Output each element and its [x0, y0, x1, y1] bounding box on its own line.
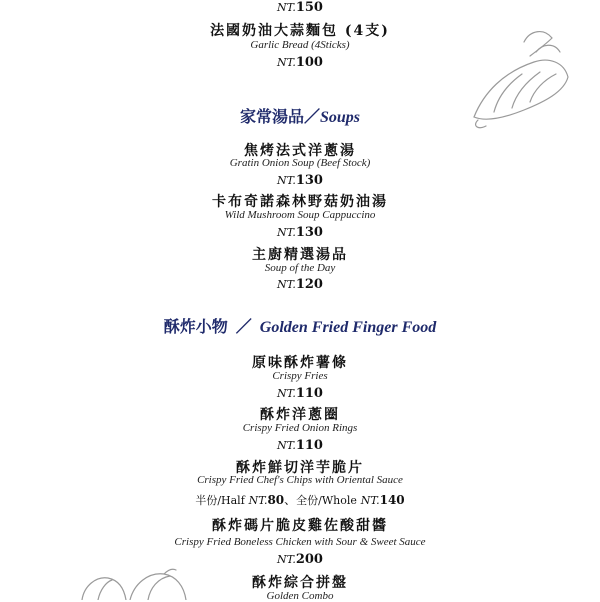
croissant-sketch-icon	[464, 22, 574, 132]
menu-item-fries-zh: 原味酥炸薯條	[252, 355, 348, 371]
price-soup-of-day: NT.120	[277, 277, 323, 292]
menu-item-combo-zh: 酥炸綜合拼盤	[252, 575, 348, 591]
price-prev-item: NT.150	[277, 0, 323, 15]
menu-item-soup-of-day-zh: 主廚精選湯品	[252, 247, 348, 263]
menu-item-mushroom-soup-zh: 卡布奇諾森林野菇奶油湯	[212, 194, 388, 210]
price-onion-soup: NT.130	[277, 173, 323, 188]
menu-item-soup-of-day-en: Soup of the Day	[264, 262, 336, 274]
menu-item-onion-rings-en: Crispy Fried Onion Rings	[242, 422, 358, 434]
price-mushroom-soup: NT.130	[277, 225, 323, 240]
price-garlic-bread: NT.100	[277, 55, 323, 70]
menu-item-garlic-bread-zh: 法國奶油大蒜麵包 (4支)	[210, 23, 390, 39]
price-onion-rings: NT.110	[277, 438, 323, 453]
menu-item-fries-en: Crispy Fries	[272, 370, 328, 382]
section-heading-fried-food: 酥炸小物 ／ Golden Fried Finger Food	[163, 319, 437, 336]
menu-item-chicken-zh: 酥炸碼片脆皮雞佐酸甜醬	[212, 518, 388, 534]
menu-item-garlic-bread-en: Garlic Bread (4Sticks)	[250, 39, 350, 51]
menu-item-onion-soup-zh: 焦烤法式洋蔥湯	[244, 143, 356, 159]
menu-item-chips-en: Crispy Fried Chef's Chips with Oriental Sauce	[197, 474, 403, 486]
menu-item-onion-soup-en: Gratin Onion Soup (Beef Stock)	[229, 157, 371, 169]
price-chips: 半份/Half NT.80、全份/Whole NT.140	[195, 493, 405, 507]
garlic-sketch-icon	[78, 568, 188, 600]
menu-item-mushroom-soup-en: Wild Mushroom Soup Cappuccino	[224, 209, 376, 221]
price-chicken: NT.200	[277, 552, 323, 567]
menu-item-onion-rings-zh: 酥炸洋蔥圈	[260, 407, 340, 423]
menu-item-chicken-en: Crispy Fried Boneless Chicken with Sour & Sweet Sauce	[174, 536, 426, 548]
menu-item-chips-zh: 酥炸鮮切洋芋脆片	[236, 460, 364, 476]
menu-item-combo-en: Golden Combo	[266, 590, 334, 602]
price-fries: NT.110	[277, 386, 323, 401]
section-heading-soups: 家常湯品／Soups	[239, 109, 361, 126]
